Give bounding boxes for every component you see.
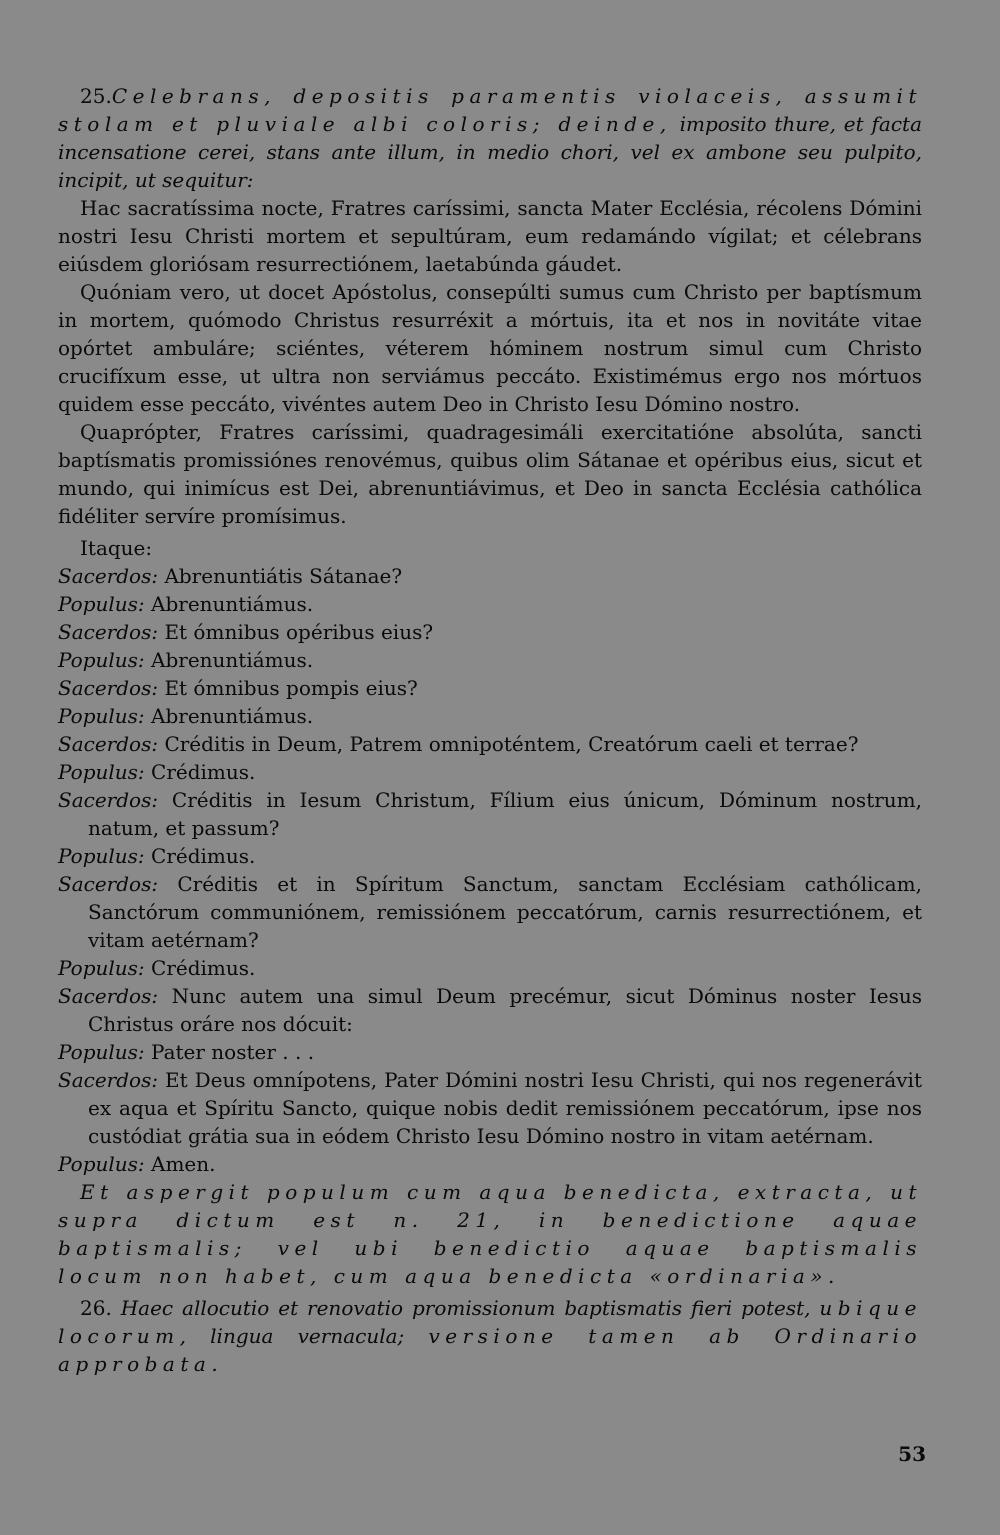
dialogue — [58, 562, 922, 1178]
speaker-role: Sacerdos: — [58, 984, 159, 1008]
speaker-role: Populus: — [58, 1152, 145, 1176]
speaker-text: Abrenuntiámus. — [151, 648, 314, 672]
speaker-role: Sacerdos: — [58, 1068, 159, 1092]
rubric-25 — [58, 82, 922, 194]
speaker-role: Populus: — [58, 760, 145, 784]
speaker-role: Populus: — [58, 704, 145, 728]
speaker-text: Créditis in Deum, Patrem omnipoténtem, Creatórum caeli et terrae? — [164, 732, 859, 756]
rubric-text: imposito thure, et facta incensatione cerei, stans ante illum, in medio chori, vel ex ambone seu pulpito, incipit, ut sequitur: — [58, 112, 922, 192]
paragraph: Quaprópter, Fratres caríssimi, quadragesimáli exercitatióne absolúta, sancti baptísmatis promissiónes renovémus, quibus olim Sátanae et opéribus eius, sicut et mundo, qui inimícus est Dei, abrenuntiávimus, et Deo in sancta Ecclésia cathólica fidéliter servíre promísimus. — [58, 420, 922, 528]
speaker-role: Populus: — [58, 956, 145, 980]
speaker-text: Abrenuntiámus. — [151, 592, 314, 616]
speaker-role: Sacerdos: — [58, 872, 159, 896]
rubric-number: 26. — [80, 1296, 112, 1320]
rubric-spaced-text: Celebrans, depositis paramentis violaceis, assumit stolam et pluviale albi coloris; deinde, — [58, 84, 922, 136]
speaker-role: Sacerdos: — [58, 732, 159, 756]
rubric-text: Haec allocutio et renovatio promissionum baptismatis fieri potest, — [111, 1296, 820, 1320]
dialogue-line — [58, 562, 922, 590]
speaker-text: Et Deus omnípotens, Pater Dómini nostri Iesu Christi, qui nos regenerávit ex aqua et Spíritu Sancto, quique nobis dedit remissiónem peccatórum, ipse nos custódiat grátia sua in eódem Christo Iesu Dómino nostro in vitam aetérnam. — [88, 1068, 922, 1148]
dialogue-line — [58, 618, 922, 646]
dialogue-line — [58, 1038, 922, 1066]
dialogue-line — [58, 870, 922, 954]
dialogue-line — [58, 842, 922, 870]
speaker-text: Et ómnibus pompis eius? — [164, 676, 418, 700]
dialogue-line — [58, 590, 922, 618]
speaker-text: Amen. — [151, 1152, 216, 1176]
rubric-text: , lingua vernacula; — [179, 1324, 429, 1348]
speaker-text: Crédimus. — [151, 760, 256, 784]
speaker-role: Populus: — [58, 1040, 145, 1064]
speaker-role: Populus: — [58, 648, 145, 672]
dialogue-line — [58, 1066, 922, 1150]
dialogue-line — [58, 1150, 922, 1178]
rubric-aspergit: Et aspergit populum cum aqua benedicta, extracta, ut supra dictum est n. 21, in benedictione aquae baptismalis; vel ubi benedictio aquae baptismalis locum non habet, cum aqua benedicta «ordinaria». — [58, 1180, 922, 1288]
dialogue-line — [58, 646, 922, 674]
rubric-number: 25. — [80, 84, 112, 108]
speaker-text: Abrenuntiátis Sátanae? — [164, 564, 403, 588]
paragraph: Hac sacratíssima nocte, Fratres caríssimi, sancta Mater Ecclésia, récolens Dómini nostri Iesu Christi mortem et sepultúram, eum redamándo vígilat; et célebrans eiúsdem gloriósam resurrectiónem, laetabúnda gáudet. — [58, 196, 922, 276]
speaker-text: Créditis et in Spíritum Sanctum, sanctam Ecclésiam cathólicam, Sanctórum communiónem, remissiónem peccatórum, carnis resurrectiónem, et vitam aetérnam? — [88, 872, 922, 952]
speaker-text: Abrenuntiámus. — [151, 704, 314, 728]
paragraph: Quóniam vero, ut docet Apóstolus, consepúlti sumus cum Christo per baptísmum in mortem, quómodo Christus resurréxit a mórtuis, ita et nos in novitáte vitae opórtet ambuláre; sciéntes, véterem hóminem nostrum simul cum Christo crucifíxum esse, ut ultra non serviámus peccáto. Existimémus ergo nos mórtuos quidem esse peccáto, vivéntes autem Deo in Christo Iesu Dómino nostro. — [58, 280, 922, 416]
dialogue-line — [58, 702, 922, 730]
speaker-role: Sacerdos: — [58, 788, 159, 812]
speaker-role: Sacerdos: — [58, 564, 159, 588]
page-number: 53 — [898, 1442, 926, 1466]
dialogue-line — [58, 982, 922, 1038]
dialogue-line — [58, 954, 922, 982]
rubric-26 — [58, 1294, 922, 1378]
rubric-spaced-text: versione tamen ab Ordinario approbata. — [58, 1324, 922, 1376]
speaker-role: Sacerdos: — [58, 620, 159, 644]
speaker-role: Populus: — [58, 592, 145, 616]
rubric-spaced-text: ubique locorum — [58, 1296, 922, 1348]
dialogue-line — [58, 786, 922, 842]
speaker-text: Nunc autem una simul Deum precémur, sicut Dóminus noster Iesus Christus oráre nos dócuit: — [88, 984, 923, 1036]
itaque-line: Itaque: — [80, 536, 153, 560]
dialogue-line — [58, 758, 922, 786]
dialogue-line — [58, 730, 922, 758]
speaker-text: Crédimus. — [151, 956, 256, 980]
speaker-role: Populus: — [58, 844, 145, 868]
dialogue-line — [58, 674, 922, 702]
speaker-text: Et ómnibus opéribus eius? — [164, 620, 434, 644]
speaker-text: Crédimus. — [151, 844, 256, 868]
speaker-role: Sacerdos: — [58, 676, 159, 700]
speaker-text: Pater noster . . . — [151, 1040, 315, 1064]
speaker-text: Créditis in Iesum Christum, Fílium eius únicum, Dóminum nostrum, natum, et passum? — [88, 788, 922, 840]
